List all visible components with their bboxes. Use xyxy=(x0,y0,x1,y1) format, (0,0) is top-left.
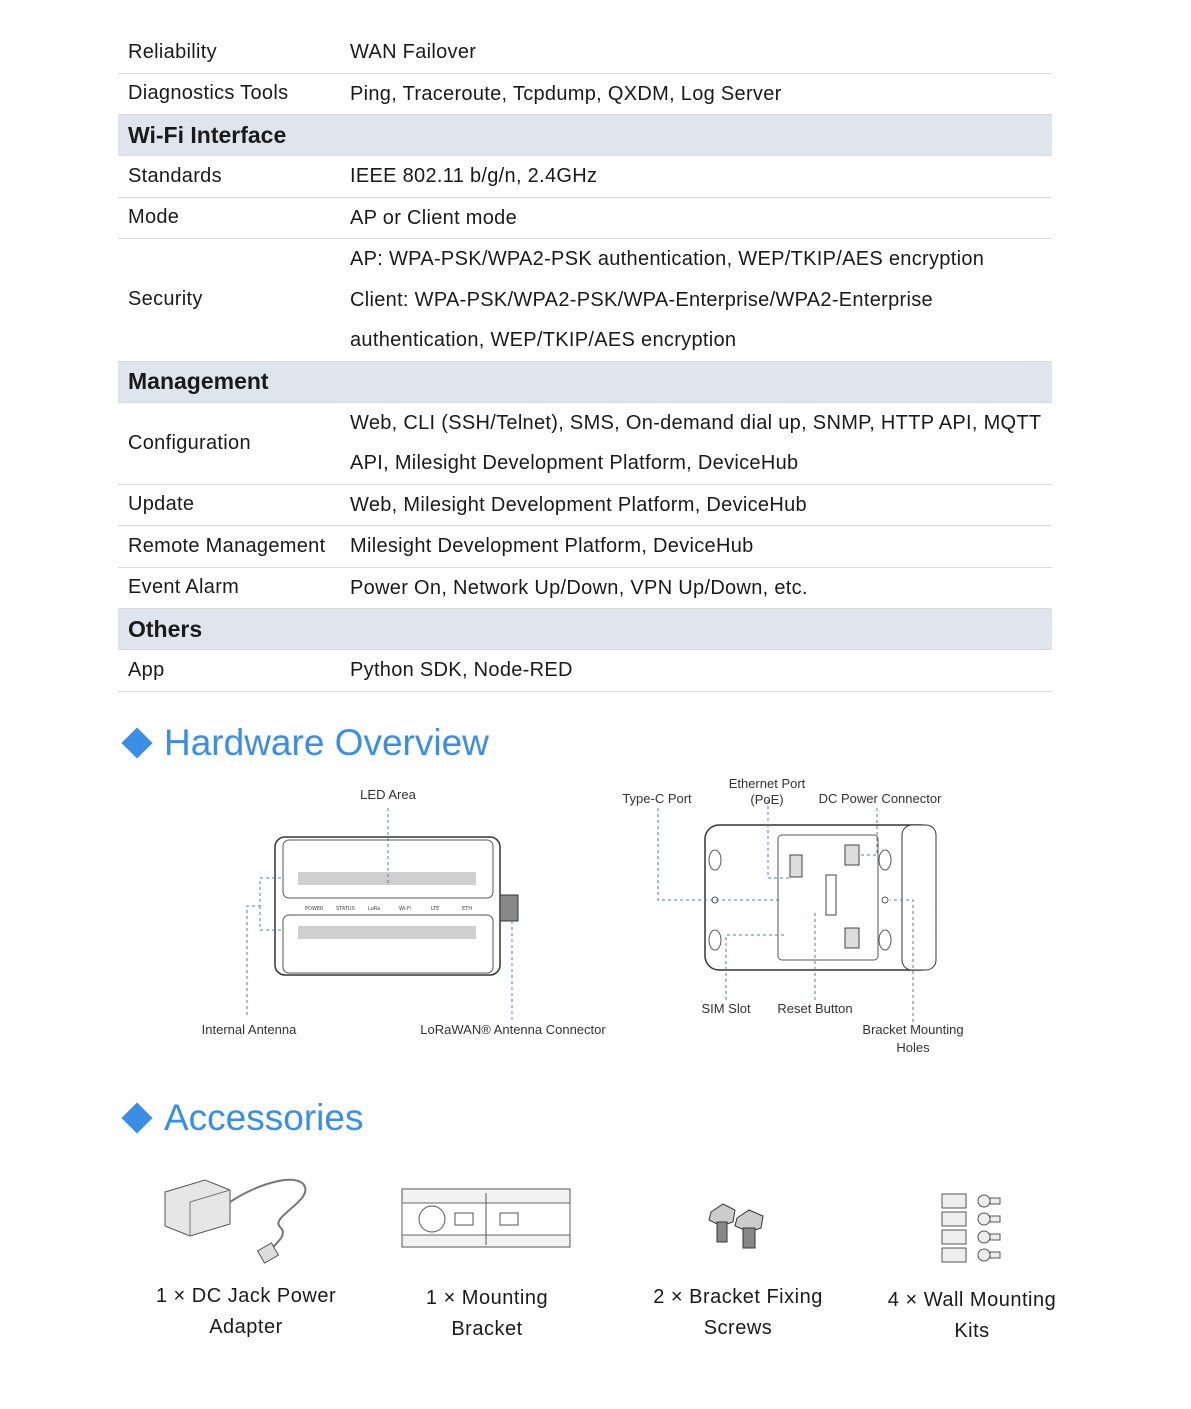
spec-row xyxy=(118,156,1052,198)
spec-label: Event Alarm xyxy=(128,576,240,599)
label-internal-antenna: Internal Antenna xyxy=(201,1022,297,1037)
spec-value-line: Web, Milesight Development Platform, DeviceHub xyxy=(350,493,807,516)
section-header: Wi-Fi Interface xyxy=(118,115,1052,156)
led-label: STATUS xyxy=(336,906,355,912)
power-adapter-image xyxy=(160,1172,310,1272)
spec-row xyxy=(118,239,1052,362)
led-label: Wi-Fi xyxy=(399,906,411,912)
spec-row xyxy=(118,198,1052,240)
label-type-c-port: Type-C Port xyxy=(622,791,692,806)
led-label: POWER xyxy=(305,906,324,912)
accessory-fixing-screws xyxy=(623,1282,853,1344)
accessory-label-line1: 1 × DC Jack Power xyxy=(155,1285,337,1307)
accessory-label-line1: 1 × Mounting xyxy=(425,1287,549,1309)
spec-value-line: WAN Failover xyxy=(350,41,477,63)
spec-value xyxy=(350,156,1052,197)
spec-value-line: Milesight Development Platform, DeviceHub xyxy=(350,535,754,557)
diamond-bullet-icon xyxy=(121,727,152,758)
accessory-label-line1: 4 × Wall Mounting xyxy=(887,1289,1057,1311)
spec-value-line: AP: WPA-PSK/WPA2-PSK authentication, WEP/TKIP/AES encryption xyxy=(350,248,985,270)
section-header: Management xyxy=(118,362,1052,403)
spec-value-line: AP or Client mode xyxy=(350,206,518,229)
spec-value xyxy=(350,650,1052,691)
spec-value xyxy=(350,32,1052,73)
label-reset-button: Reset Button xyxy=(777,1001,853,1016)
spec-value-line: Client: WPA-PSK/WPA2-PSK/WPA-Enterprise/WPA2-Enterprise xyxy=(350,288,933,311)
spec-row xyxy=(118,74,1052,116)
accessory-label-line2: Kits xyxy=(954,1320,990,1342)
spec-label: Reliability xyxy=(128,40,217,63)
spec-value xyxy=(350,198,1052,239)
accessory-mounting-bracket xyxy=(372,1283,602,1345)
accessory-label-line1: 2 × Bracket Fixing xyxy=(653,1286,823,1308)
hardware-overview-title: Hardware Overview xyxy=(164,722,489,763)
led-label: LoRa xyxy=(368,906,381,912)
spec-value xyxy=(350,74,1052,115)
spec-value xyxy=(350,568,1052,609)
accessory-label-line2: Adapter xyxy=(209,1316,283,1338)
label-ethernet-port: Ethernet Port xyxy=(728,776,806,791)
spec-table xyxy=(118,32,1052,692)
accessory-label-line2: Screws xyxy=(703,1317,773,1339)
accessory-label-line2: Bracket xyxy=(451,1318,523,1340)
spec-row xyxy=(118,403,1052,485)
led-label: LTE xyxy=(431,906,440,912)
led-label: ETH xyxy=(462,906,472,912)
spec-label: Standards xyxy=(128,164,222,187)
spec-label: Update xyxy=(128,493,195,516)
front-view-diagram xyxy=(190,800,630,1040)
label-lorawan-connector: LoRaWAN® Antenna Connector xyxy=(420,1022,606,1037)
accessory-power-adapter xyxy=(131,1281,361,1343)
spec-value-line: Web, CLI (SSH/Telnet), SMS, On-demand dial up, SNMP, HTTP API, MQTT xyxy=(350,411,1042,434)
label-ethernet-poe: (PoE) xyxy=(750,792,784,807)
spec-value xyxy=(350,239,1052,361)
mounting-bracket-image xyxy=(400,1183,572,1255)
spec-value-line: IEEE 802.11 b/g/n, 2.4GHz xyxy=(350,165,598,187)
spec-row xyxy=(118,568,1052,610)
diamond-bullet-icon xyxy=(121,1102,152,1133)
spec-value-line: API, Milesight Development Platform, DeviceHub xyxy=(350,452,799,474)
spec-value xyxy=(350,485,1052,526)
hardware-overview-heading xyxy=(120,722,489,764)
label-dc-power-connector: DC Power Connector xyxy=(818,791,942,806)
spec-row xyxy=(118,650,1052,692)
spec-label: Security xyxy=(128,288,203,311)
section-header: Others xyxy=(118,609,1052,650)
spec-value xyxy=(350,526,1052,567)
spec-label: Configuration xyxy=(128,431,251,454)
accessories-title: Accessories xyxy=(164,1097,364,1138)
label-bracket-mounting: Bracket Mounting xyxy=(862,1022,964,1037)
spec-row xyxy=(118,526,1052,568)
spec-row xyxy=(118,485,1052,527)
spec-label: App xyxy=(128,658,165,681)
spec-value-line: Power On, Network Up/Down, VPN Up/Down, etc. xyxy=(350,576,808,599)
spec-value-line: Python SDK, Node-RED xyxy=(350,659,573,681)
accessory-wall-mounting-kits xyxy=(857,1285,1087,1347)
spec-value-line: authentication, WEP/TKIP/AES encryption xyxy=(350,329,737,351)
label-led-area: LED Area xyxy=(360,787,416,802)
label-bracket-holes: Holes xyxy=(896,1040,930,1055)
spec-label: Diagnostics Tools xyxy=(128,82,289,105)
fixing-screws-image xyxy=(705,1200,771,1252)
spec-value-line: Ping, Traceroute, Tcpdump, QXDM, Log Server xyxy=(350,82,782,105)
spec-value xyxy=(350,403,1052,484)
accessories-heading xyxy=(120,1097,363,1139)
wall-mounting-kits-image xyxy=(938,1190,1004,1266)
spec-label: Mode xyxy=(128,206,180,229)
spec-label: Remote Management xyxy=(128,534,326,557)
spec-row xyxy=(118,32,1052,74)
label-sim-slot: SIM Slot xyxy=(701,1001,751,1016)
